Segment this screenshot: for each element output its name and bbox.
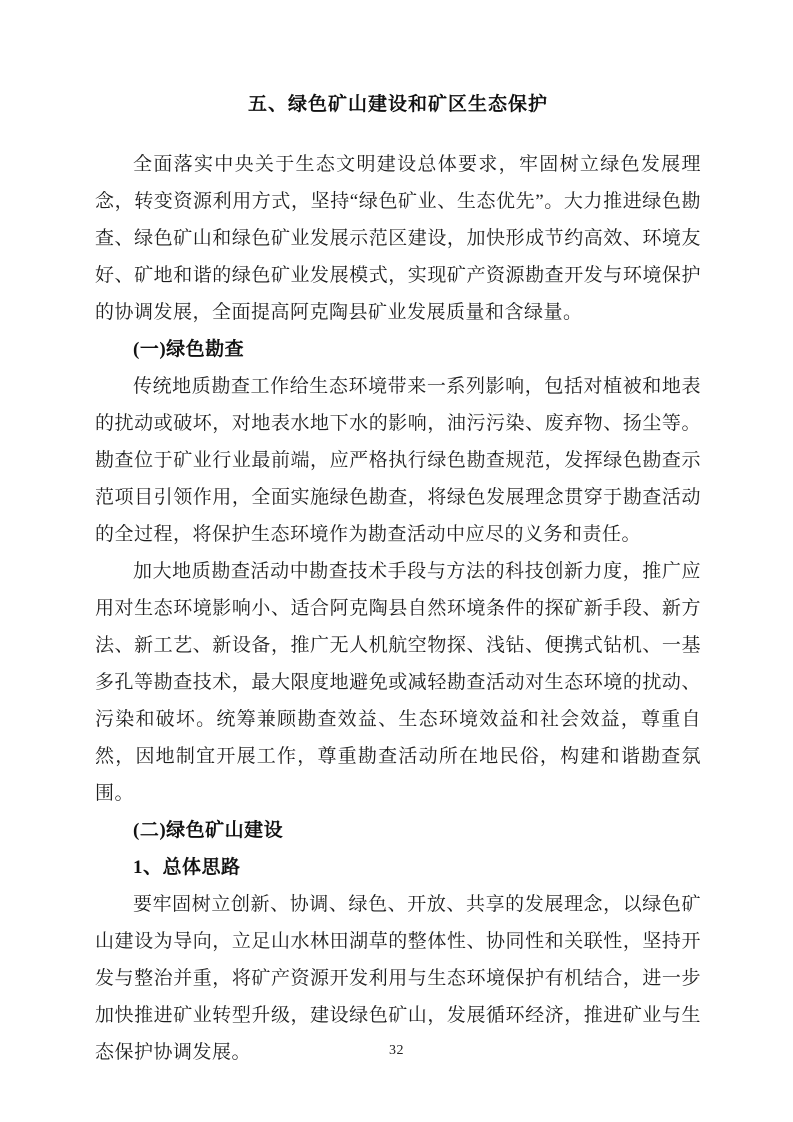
document-title: 五、绿色矿山建设和矿区生态保护 bbox=[247, 94, 548, 115]
green-exploration-paragraph-1: 传统地质勘查工作给生态环境带来一系列影响，包括对植被和地表的扰动或破坏，对地表水地下水的影响，油污污染、废弃物、扬尘等。勘查位于矿业行业最前端，应严格执行绿色勘查规范，发挥绿色勘查示范项目引领作用，全面实施绿色勘查，将绿色发展理念贯穿于勘查活动的全过程，将保护生态环境作为勘查活动中应尽的义务和责任。 bbox=[95, 376, 701, 545]
subsection-heading-overall-approach: 1、总体思路 bbox=[133, 857, 241, 878]
page-number: 32 bbox=[389, 1043, 404, 1058]
section-heading-green-exploration: (一)绿色勘查 bbox=[133, 339, 245, 360]
section-heading-green-mine: (二)绿色矿山建设 bbox=[133, 820, 284, 841]
intro-paragraph: 全面落实中央关于生态文明建设总体要求，牢固树立绿色发展理念，转变资源利用方式，坚持“绿色矿业、生态优先”。大力推进绿色勘查、绿色矿山和绿色矿业发展示范区建设，加快形成节约高效、环境友好、矿地和谐的绿色矿业发展模式，实现矿产资源勘查开发与环境保护的协调发展，全面提高阿克陶县矿业发展质量和含绿量。 bbox=[95, 154, 701, 323]
green-mine-paragraph-1: 要牢固树立创新、协调、绿色、开放、共享的发展理念，以绿色矿山建设为导向，立足山水林田湖草的整体性、协同性和关联性，坚持开发与整治并重，将矿产资源开发利用与生态环境保护有机结合，进一步加快推进矿业转型升级，建设绿色矿山，发展循环经济，推进矿业与生态保护协调发展。 bbox=[95, 894, 701, 1063]
green-exploration-paragraph-2: 加大地质勘查活动中勘查技术手段与方法的科技创新力度，推广应用对生态环境影响小、适合阿克陶县自然环境条件的探矿新手段、新方法、新工艺、新设备，推广无人机航空物探、浅钻、便携式钻机、一基多孔等勘查技术，最大限度地避免或减轻勘查活动对生态环境的扰动、污染和破坏。统筹兼顾勘查效益、生态环境效益和社会效益，尊重自然，因地制宜开展工作，尊重勘查活动所在地民俗，构建和谐勘查氛围。 bbox=[95, 561, 701, 804]
